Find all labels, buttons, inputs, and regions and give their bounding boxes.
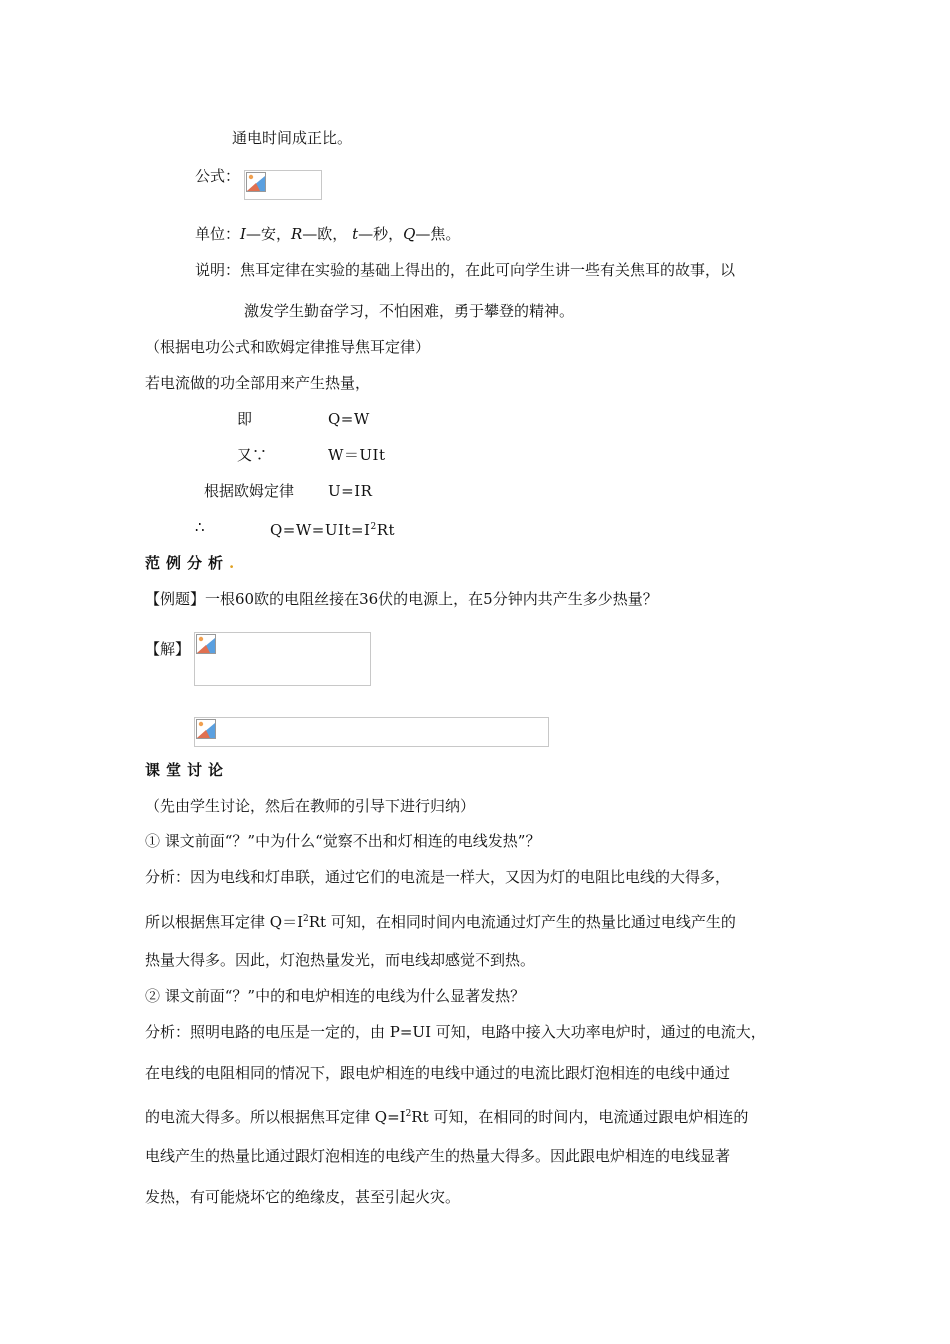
- answer-2-line-4: 电线产生的热量比通过跟灯泡相连的电线产生的热量大得多。因此跟电炉相连的电线显著: [145, 1147, 731, 1165]
- answer-2-line-5: 发热，有可能烧坏它的绝缘皮，甚至引起火灾。: [145, 1188, 461, 1206]
- answer-2-line-2: 在电线的电阻相同的情况下，跟电炉相连的电线中通过的电流比跟灯泡相连的电线中通过: [145, 1064, 731, 1082]
- answer-1-line-3: 热量大得多。因此，灯泡热量发光，而电线却感觉不到热。: [145, 951, 536, 969]
- answer-1-line-1: 分析：因为电线和灯串联，通过它们的电流是一样大，又因为灯的电阻比电线的大得多，: [145, 868, 731, 886]
- unit-q-text: —焦。: [415, 225, 461, 243]
- note-line-2: 激发学生勤奋学习，不怕困难，勇于攀登的精神。: [244, 302, 575, 320]
- derivation-label-2: 根据欧姆定律: [204, 482, 295, 500]
- cursor-mark: .: [229, 554, 241, 572]
- broken-image-icon: [196, 634, 216, 654]
- formula-label: 公式：: [195, 167, 241, 185]
- derivation-label-1: 又∵: [237, 446, 268, 464]
- unit-t: t: [352, 225, 359, 243]
- note-label: 说明：: [195, 261, 241, 279]
- discussion-subtitle: （先由学生讨论，然后在教师的引导下进行归纳）: [145, 797, 476, 815]
- answer-2-line-3-a: 的电流大得多。所以根据焦耳定律 Q=I: [145, 1108, 406, 1126]
- answer-1-sup: 2: [303, 914, 309, 924]
- final-formula-c: Rt: [376, 521, 396, 539]
- answer-1-line-2: [145, 909, 736, 932]
- note-text-1: 焦耳定律在实验的基础上得出的，在此可向学生讲一些有关焦耳的故事，以: [240, 261, 736, 279]
- units-label: 单位：: [195, 225, 241, 243]
- unit-t-text: —秒，: [358, 225, 404, 243]
- discussion-section-title: 课堂讨论: [145, 761, 230, 779]
- broken-image-icon: [196, 719, 216, 739]
- intro-line: 通电时间成正比。: [232, 129, 353, 147]
- answer-1-line-2-b: Rt 可知，在相同时间内电流通过灯产生的热量比通过电线产生的: [308, 913, 736, 931]
- solution-label: 【解】: [145, 640, 191, 658]
- formula-image: [244, 170, 322, 200]
- derivation-premise: 若电流做的功全部用来产生热量，: [145, 374, 371, 392]
- solution-image-1: [194, 632, 371, 686]
- note-line-1: [195, 260, 735, 280]
- derivation-label-0: 即: [237, 410, 253, 428]
- derivation-heading: （根据电功公式和欧姆定律推导焦耳定律）: [145, 338, 431, 356]
- unit-q: Q: [403, 225, 416, 243]
- question-1: ① 课文前面“？”中为什么“觉察不出和灯相连的电线发热”？: [145, 832, 541, 850]
- example-section-title: 范例分析.: [145, 554, 241, 572]
- answer-2-line-3: [145, 1104, 748, 1127]
- solution-image-2: [194, 717, 549, 747]
- unit-i-text: —安，: [245, 225, 291, 243]
- answer-2-line-1: 分析：照明电路的电压是一定的，由 P=UI 可知，电路中接入大功率电炉时，通过的电流大，: [145, 1023, 766, 1041]
- unit-r: R: [290, 225, 303, 243]
- final-formula-a: Q=W: [270, 521, 312, 539]
- derivation-expr-2: U=IR: [328, 482, 373, 500]
- final-formula-sup: 2: [370, 522, 377, 532]
- derivation-expr-0: Q=W: [328, 410, 370, 428]
- example-problem: 【例题】一根60欧的电阻丝接在36伏的电源上，在5分钟内共产生多少热量？: [145, 590, 658, 608]
- derivation-expr-1: W＝UIt: [328, 446, 386, 464]
- final-formula-b: =UIt=I: [311, 521, 371, 539]
- question-2: ② 课文前面“？”中的和电炉相连的电线为什么显著发热？: [145, 987, 526, 1005]
- answer-1-line-2-a: 所以根据焦耳定律 Q＝I: [145, 913, 303, 931]
- therefore-symbol: ∴: [195, 518, 205, 536]
- answer-2-line-3-b: Rt 可知，在相同的时间内，电流通过跟电炉相连的: [411, 1108, 749, 1126]
- units-line: [195, 224, 460, 244]
- unit-r-text: —欧，: [302, 225, 348, 243]
- answer-2-sup: 2: [405, 1109, 412, 1119]
- unit-i: I: [240, 225, 246, 243]
- final-formula: [270, 517, 395, 540]
- broken-image-icon: [246, 172, 266, 192]
